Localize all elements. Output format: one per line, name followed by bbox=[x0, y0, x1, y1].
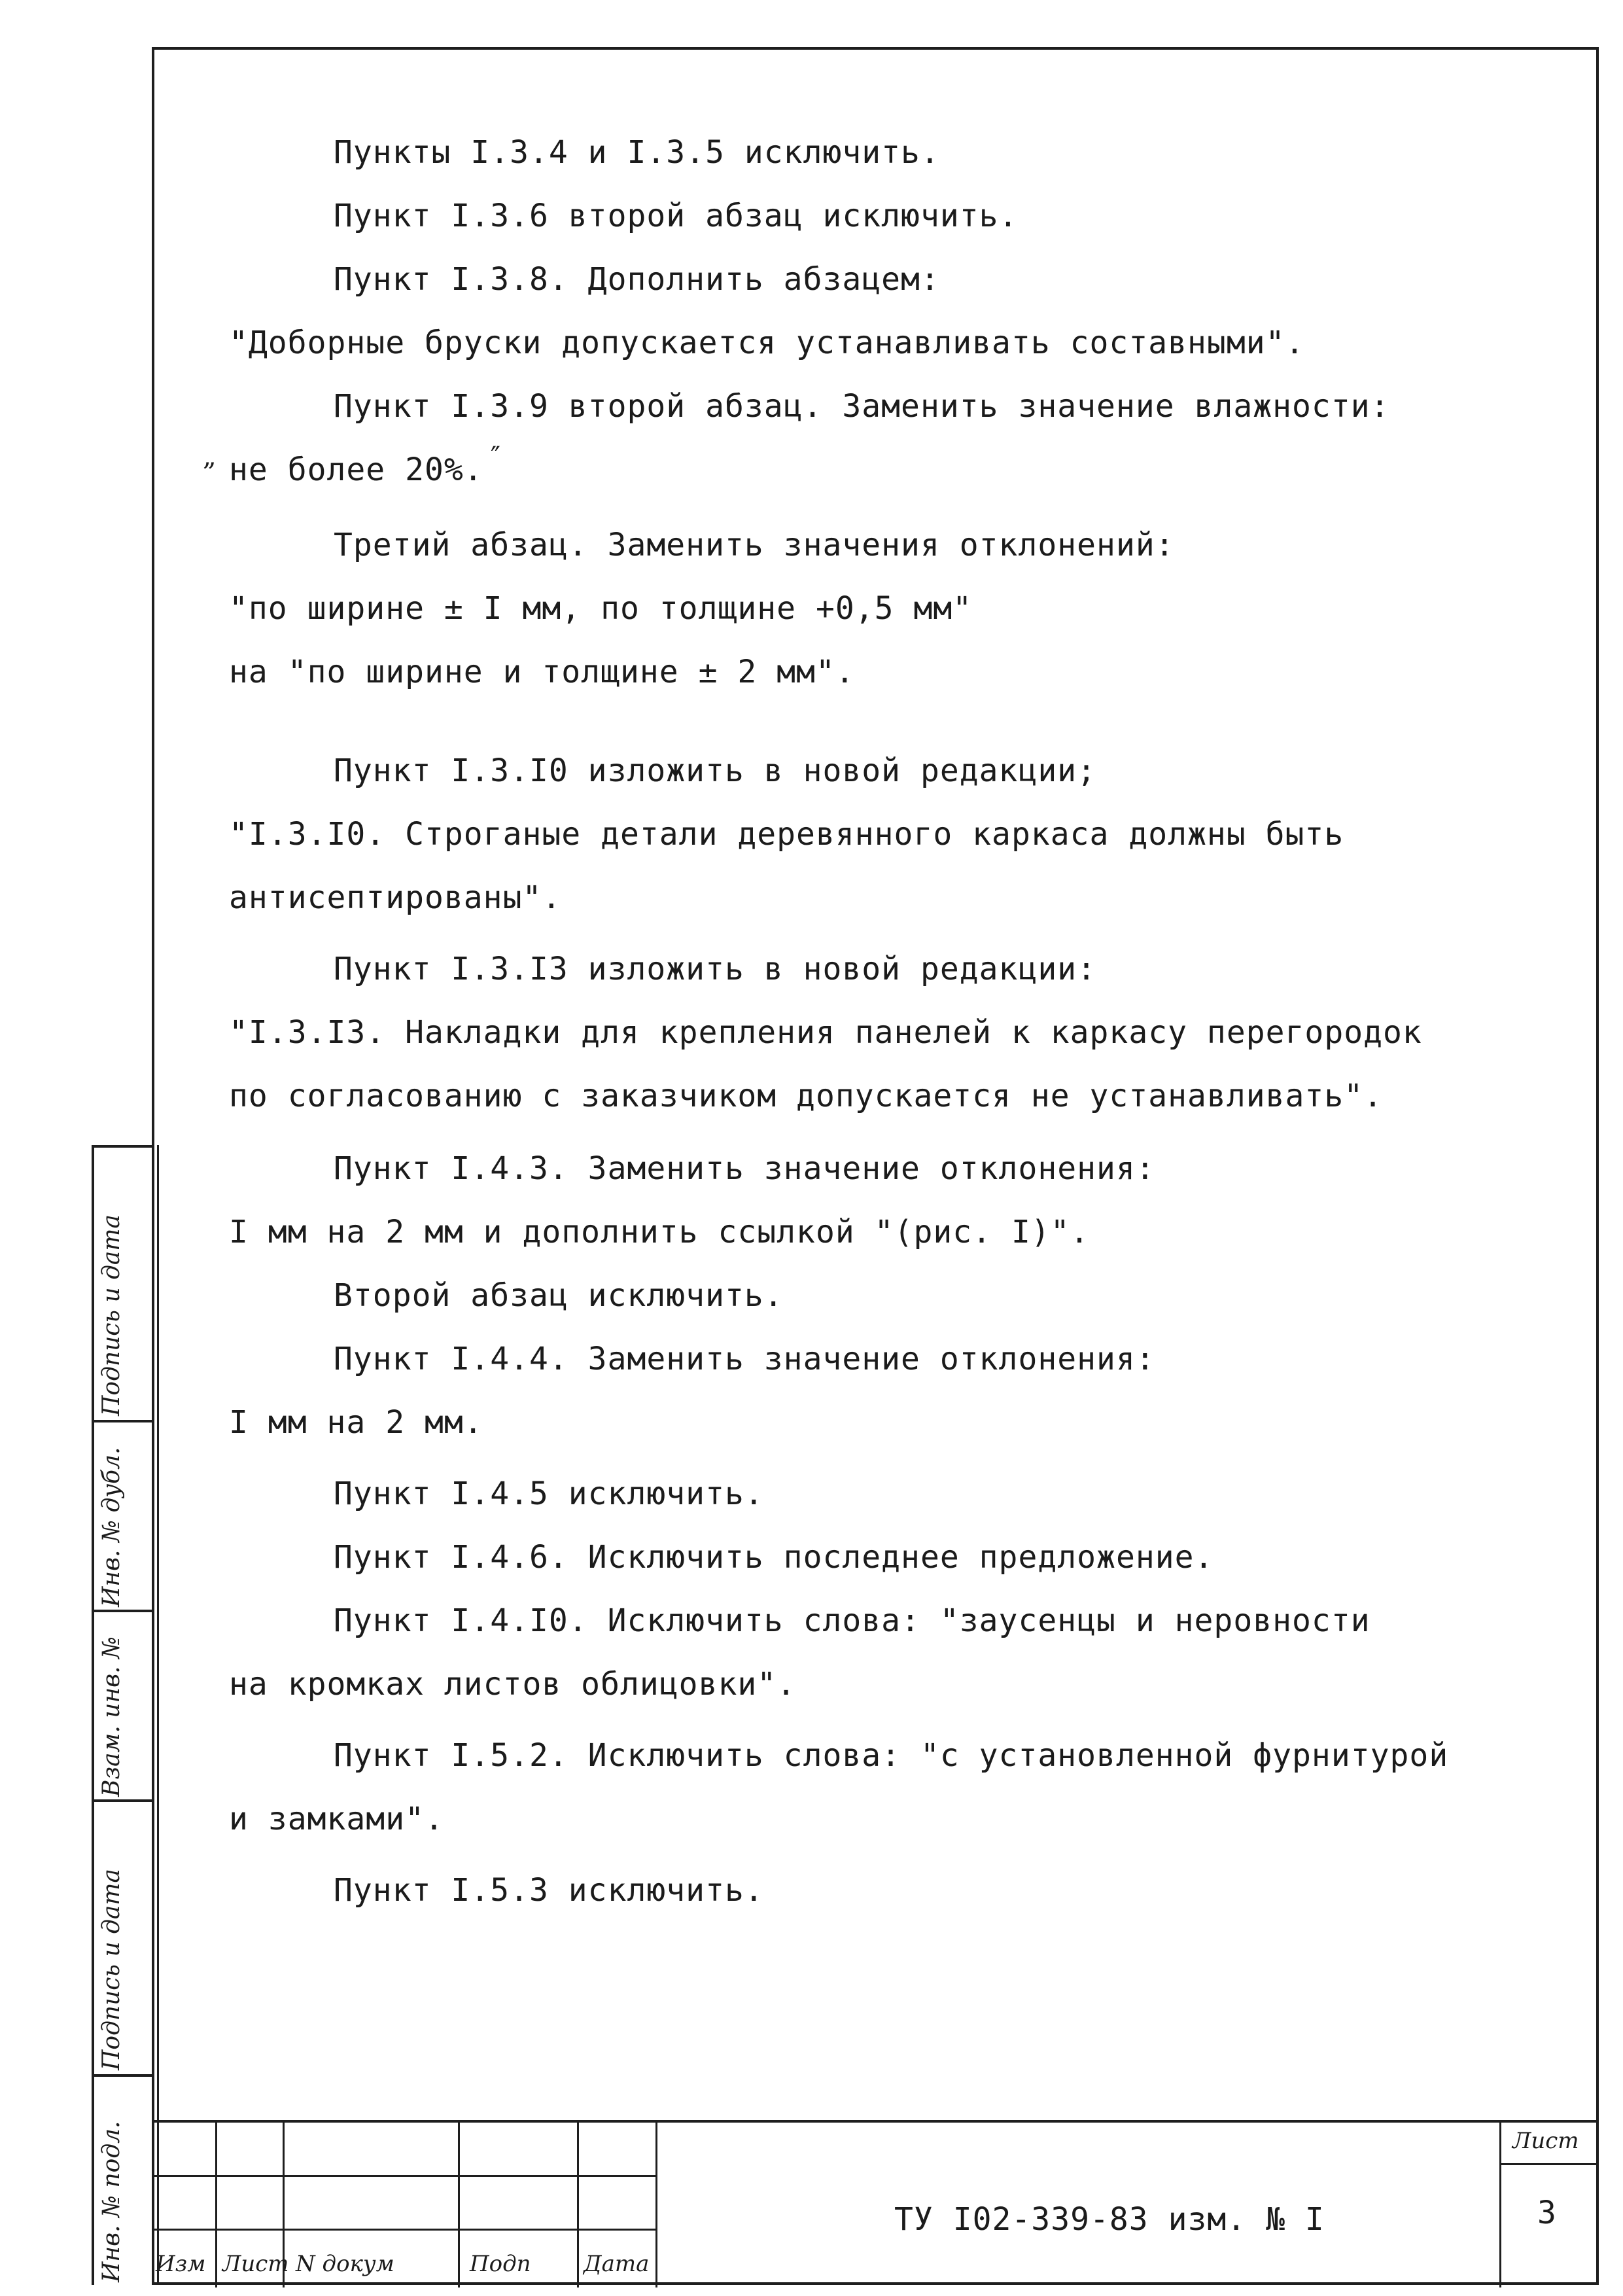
text-line: на кромках листов облицовки". bbox=[229, 1666, 797, 1703]
side-cell-duplicate-inv bbox=[94, 1420, 154, 1610]
text-line: Пункты I.3.4 и I.3.5 исключить. bbox=[334, 134, 940, 171]
stamp-col-change: Изм bbox=[156, 2251, 206, 2277]
side-label: Подпись и дата bbox=[98, 1214, 125, 1416]
stamp-col-line bbox=[577, 2123, 579, 2287]
side-margin-table bbox=[92, 1145, 152, 2285]
text-line: I мм на 2 мм и дополнить ссылкой "(рис. I)". bbox=[229, 1214, 1090, 1250]
text-line: не более 20%. bbox=[229, 451, 483, 488]
text-line: Пункт I.4.6. Исключить последнее предложение. bbox=[334, 1539, 1214, 1576]
document-code: ТУ I02-339-83 изм. № I bbox=[894, 2201, 1325, 2238]
text-line: Пункт I.4.3. Заменить значение отклонения: bbox=[334, 1150, 1155, 1187]
text-line: Пункт I.3.8. Дополнить абзацем: bbox=[334, 261, 940, 298]
side-divider bbox=[157, 1145, 159, 2285]
text-line: "I.3.I0. Строганые детали деревянного каркаса должны быть bbox=[229, 816, 1344, 853]
stamp-col-signature: Подп bbox=[470, 2251, 531, 2277]
sheet-number: 3 bbox=[1537, 2195, 1556, 2231]
text-line: Пункт I.3.I0 изложить в новой редакции; bbox=[334, 752, 1097, 789]
text-line: "I.3.I3. Накладки для крепления панелей к каркасу перегородок bbox=[229, 1014, 1422, 1051]
side-label: Инв. № дубл. bbox=[98, 1447, 125, 1607]
text-line: Пункт I.3.I3 изложить в новой редакции: bbox=[334, 951, 1097, 987]
side-cell-original-inv bbox=[94, 2074, 154, 2285]
text-line: Пункт I.3.9 второй абзац. Заменить значение влажности: bbox=[334, 388, 1390, 425]
sheet-label: Лист bbox=[1512, 2128, 1579, 2154]
text-line: Пункт I.5.3 исключить. bbox=[334, 1872, 764, 1909]
text-line: и замками". bbox=[229, 1801, 444, 1837]
title-block bbox=[152, 2120, 1599, 2285]
stamp-col-line bbox=[458, 2123, 460, 2287]
stamp-col-sheet: Лист bbox=[222, 2251, 289, 2277]
side-cell-signature-date-2 bbox=[94, 1799, 154, 2074]
stamp-row-line bbox=[152, 2175, 655, 2177]
stamp-row-line bbox=[152, 2229, 655, 2231]
sheet-box-line bbox=[1499, 2123, 1501, 2287]
text-line: на "по ширине и толщине ± 2 мм". bbox=[229, 654, 855, 690]
text-line: Пункт I.3.6 второй абзац исключить. bbox=[334, 198, 1019, 234]
sheet-box-line bbox=[1499, 2163, 1597, 2165]
text-line: "по ширине ± I мм, по толщине +0,5 мм" bbox=[229, 590, 973, 627]
text-line: Третий абзац. Заменить значения отклонений: bbox=[334, 527, 1175, 563]
text-line: антисептированы". bbox=[229, 879, 562, 916]
text-line: "Доборные бруски допускается устанавливать составными". bbox=[229, 325, 1305, 361]
stamp-col-date: Дата bbox=[584, 2251, 650, 2277]
side-cell-signature-date bbox=[94, 1145, 154, 1420]
quote-open-mark: „ bbox=[203, 442, 217, 472]
text-line: по согласованию с заказчиком допускается не устанавливать". bbox=[229, 1078, 1384, 1114]
stamp-col-doc-number: N докум bbox=[296, 2251, 394, 2277]
text-line: Пункт I.5.2. Исключить слова: "с установленной фурнитурой bbox=[334, 1737, 1449, 1774]
text-line: I мм на 2 мм. bbox=[229, 1404, 483, 1441]
quote-close-mark: ″ bbox=[491, 442, 500, 472]
text-line: Пункт I.4.4. Заменить значение отклонения: bbox=[334, 1341, 1155, 1377]
side-cell-replacement-inv bbox=[94, 1610, 154, 1799]
text-line: Пункт I.4.5 исключить. bbox=[334, 1475, 764, 1512]
side-label: Инв. № подл. bbox=[98, 2121, 125, 2282]
side-label: Подпись и дата bbox=[98, 1869, 125, 2070]
stamp-col-line bbox=[215, 2123, 217, 2287]
stamp-col-line bbox=[655, 2123, 657, 2287]
text-line: Пункт I.4.I0. Исключить слова: "заусенцы и неровности bbox=[334, 1602, 1370, 1639]
side-label: Взам. инв. № bbox=[98, 1636, 125, 1797]
text-line: Второй абзац исключить. bbox=[334, 1277, 784, 1314]
